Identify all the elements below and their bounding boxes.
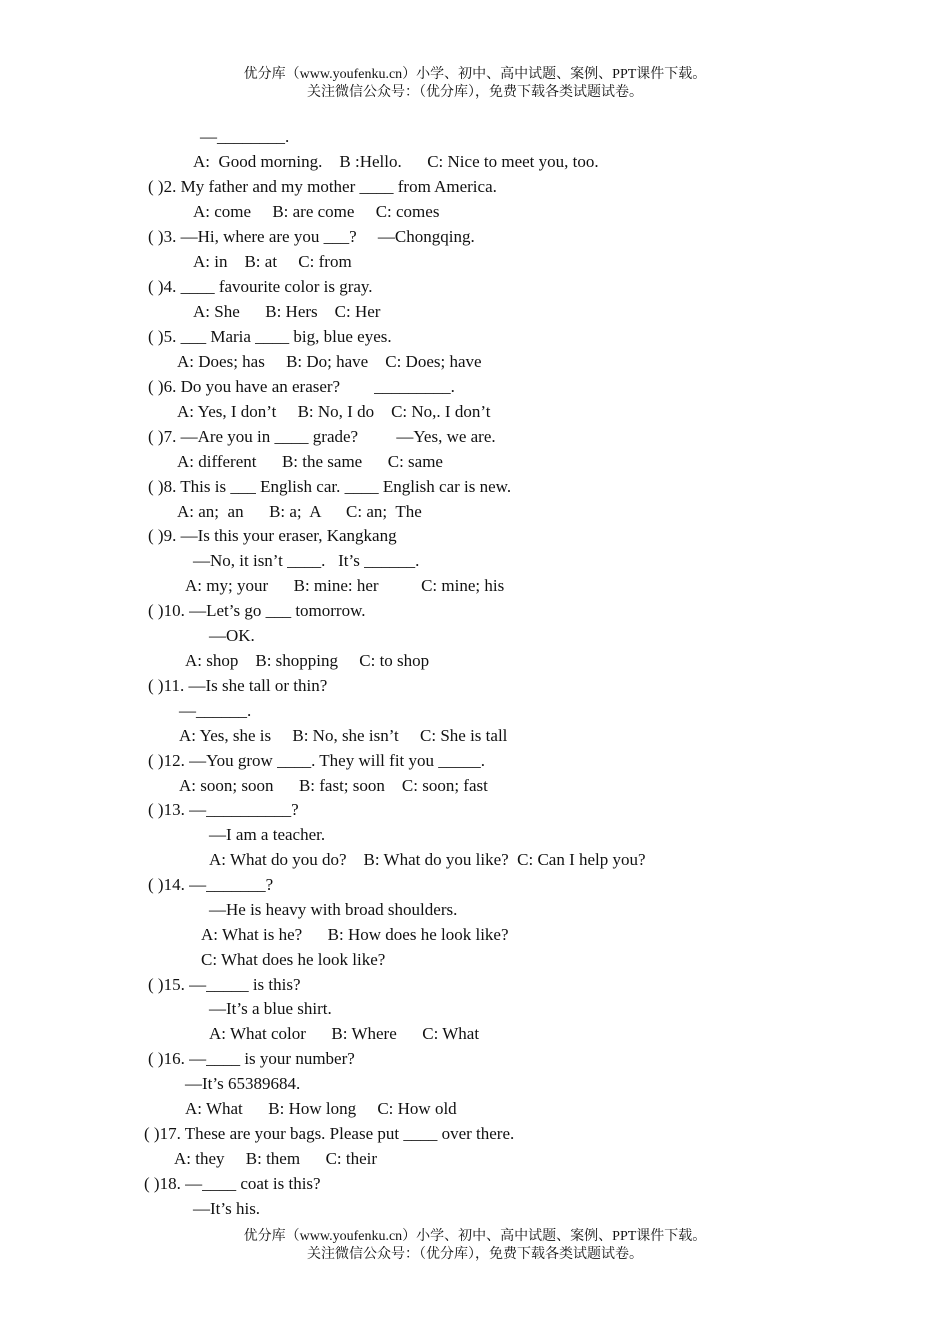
options-5: A: Does; has B: Do; have C: Does; have — [177, 352, 482, 371]
options-12: A: soon; soon B: fast; soon C: soon; fast — [179, 776, 488, 795]
question-7: ( )7. —Are you in ____ grade? —Yes, we are. — [148, 427, 496, 446]
question-9-reply: —No, it isn’t ____. It’s ______. — [193, 551, 420, 570]
question-14-reply: —He is heavy with broad shoulders. — [209, 900, 458, 919]
options-9: A: my; your B: mine: her C: mine; his — [185, 576, 505, 595]
question-2: ( )2. My father and my mother ____ from America. — [148, 177, 497, 196]
question-3: ( )3. —Hi, where are you ___? —Chongqing. — [148, 227, 475, 246]
options-17: A: they B: them C: their — [174, 1149, 378, 1168]
footer-line-1: 优分库（www.youfenku.cn）小学、初中、高中试题、案例、PPT课件下载。 — [243, 1229, 707, 1244]
question-16-reply: —It’s 65389684. — [185, 1074, 301, 1093]
page-footer — [0, 1228, 950, 1264]
question-17: ( )17. These are your bags. Please put ____ over there. — [144, 1124, 515, 1143]
options-16: A: What B: How long C: How old — [185, 1099, 457, 1118]
options-10: A: shop B: shopping C: to shop — [185, 651, 430, 670]
question-5: ( )5. ___ Maria ____ big, blue eyes. — [148, 327, 392, 346]
header-line-1: 优分库（www.youfenku.cn）小学、初中、高中试题、案例、PPT课件下载。 — [243, 67, 707, 82]
header-line-2: 关注微信公众号：（优分库），免费下载各类试题试卷。 — [307, 85, 643, 100]
question-4: ( )4. ____ favourite color is gray. — [148, 277, 373, 296]
options-7: A: different B: the same C: same — [177, 452, 443, 471]
options-2: A: come B: are come C: comes — [193, 202, 440, 221]
question-12: ( )12. —You grow ____. They will fit you _____. — [148, 751, 486, 770]
answer-blank: —________. — [200, 127, 290, 146]
options-8: A: an; an B: a; A C: an; The — [177, 502, 422, 521]
question-18: ( )18. —____ coat is this? — [144, 1174, 321, 1193]
options-4: A: She B: Hers C: Her — [193, 302, 381, 321]
page-header — [0, 66, 950, 102]
question-11-reply: —______. — [179, 701, 252, 720]
options-14-c: C: What does he look like? — [201, 950, 386, 969]
question-11: ( )11. —Is she tall or thin? — [148, 676, 328, 695]
options-3: A: in B: at C: from — [193, 252, 352, 271]
options-13: A: What do you do? B: What do you like? C: Can I help you? — [209, 850, 646, 869]
options-11: A: Yes, she is B: No, she isn’t C: She is tall — [179, 726, 508, 745]
options-6: A: Yes, I don’t B: No, I do C: No,. I don’t — [177, 402, 491, 421]
options-14-ab: A: What is he? B: How does he look like? — [201, 925, 509, 944]
question-13-reply: —I am a teacher. — [209, 825, 326, 844]
options-15: A: What color B: Where C: What — [209, 1024, 480, 1043]
question-10-reply: —OK. — [209, 626, 255, 645]
question-14: ( )14. —_______? — [148, 875, 274, 894]
question-16: ( )16. —____ is your number? — [148, 1049, 355, 1068]
footer-line-2: 关注微信公众号：（优分库），免费下载各类试题试卷。 — [307, 1247, 643, 1262]
question-15-reply: —It’s a blue shirt. — [209, 999, 332, 1018]
question-10: ( )10. —Let’s go ___ tomorrow. — [148, 601, 366, 620]
question-6: ( )6. Do you have an eraser? _________. — [148, 377, 455, 396]
question-15: ( )15. —_____ is this? — [148, 975, 301, 994]
question-8: ( )8. This is ___ English car. ____ English car is new. — [148, 477, 512, 496]
question-13: ( )13. —__________? — [148, 800, 299, 819]
options-1: A: Good morning. B :Hello. C: Nice to meet you, too. — [193, 152, 599, 171]
question-9: ( )9. —Is this your eraser, Kangkang — [148, 526, 397, 545]
question-18-reply: —It’s his. — [193, 1199, 261, 1218]
